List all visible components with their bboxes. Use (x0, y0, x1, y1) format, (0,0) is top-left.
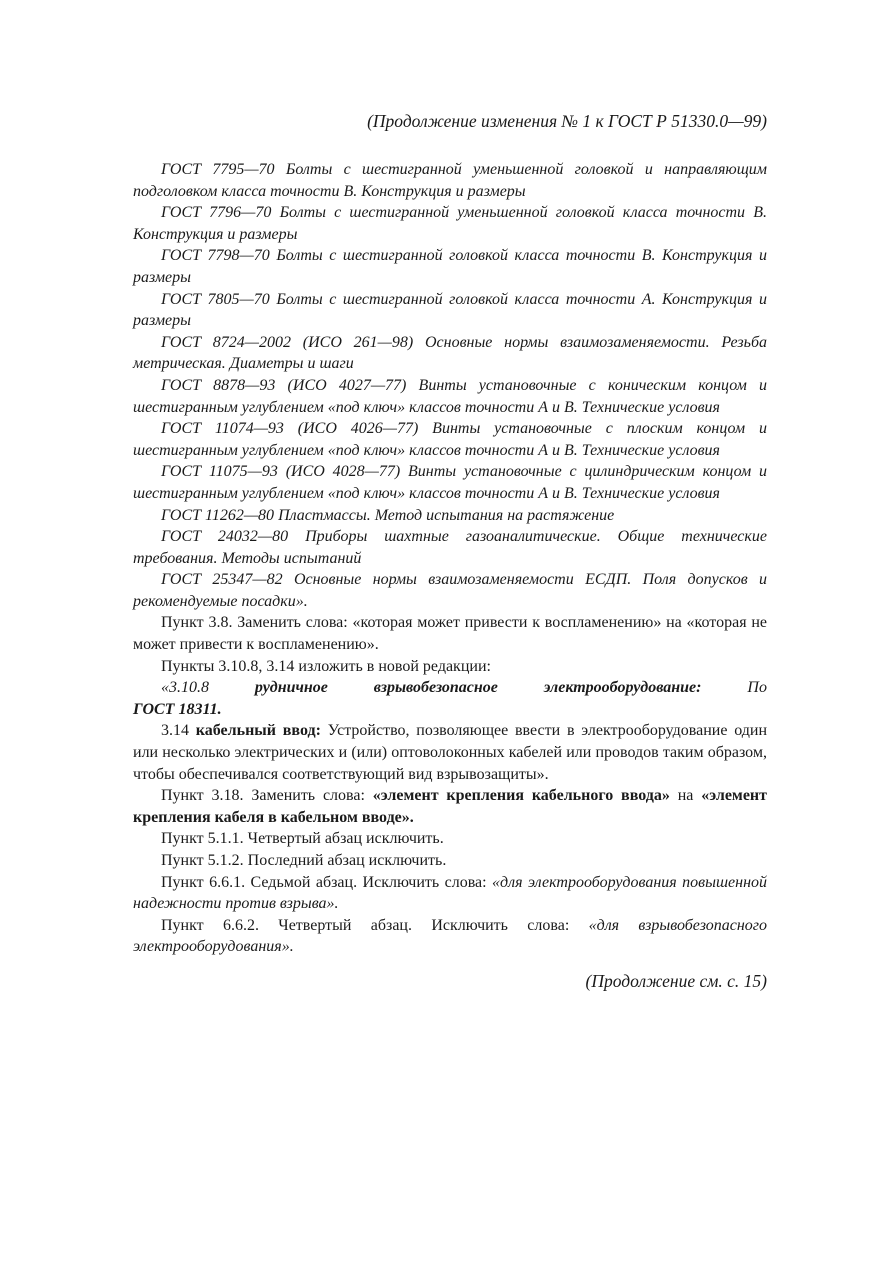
ref-gost-24032 (133, 526, 767, 569)
ref-gost-7805 (133, 289, 767, 332)
clause-5-1-2: Пункт 5.1.2. Последний абзац исключить. (161, 852, 447, 869)
ref-gost-8878 (133, 375, 767, 418)
ref-title: Болты с шестигранной уменьшенной головкой класса точности В. Конструкция и размеры (133, 204, 767, 243)
ref-title: Винты установочные с цилиндрическим концом и шестигранным углублением «под ключ» классов точности А и В. Технические условия (133, 463, 768, 502)
ref-title: Болты с шестигранной головкой класса точности В. Конструкция и размеры (133, 247, 767, 286)
ref-code: ГОСТ 11075—93 (ИСО 4028—77) (161, 463, 401, 481)
term-word-2: взрывобезопасное (373, 679, 498, 697)
clause-3-10-8-intro: Пункты 3.10.8, 3.14 изложить в новой редакции: (161, 657, 491, 675)
clause-3-14 (133, 720, 767, 785)
term-word-3: электрооборудование: (543, 679, 702, 697)
term-name: кабельный ввод: (195, 722, 321, 740)
ref-code: ГОСТ 7805—70 (161, 290, 270, 308)
ref-code: ГОСТ 11262—80 (161, 506, 275, 524)
ref-code: ГОСТ 7796—70 (161, 204, 272, 222)
clause-connector: на (669, 787, 702, 805)
ref-title: Винты установочные с коническим концом и шестигранным углублением «под ключ» классов точности А и В. Технические условия (133, 376, 768, 416)
excluded-words: «для взрывобезопасного электрооборудования». (133, 916, 768, 956)
ref-code: ГОСТ 24032—80 (161, 528, 289, 546)
term-word-1: рудничное (254, 679, 328, 697)
clause-6-6-1 (133, 872, 767, 915)
ref-gost-11074 (133, 418, 767, 461)
clause-number: «3.10.8 (161, 679, 209, 697)
continuation-footer: (Продолжение см. с. 15) (585, 970, 767, 991)
term-definition: Устройство, позволяющее ввести в электрооборудование один или несколько электрических и (или) оптоволоконных кабелей или проводов таким образом, чтобы обеспечивался соответствующий вид взрывозащиты». (133, 722, 768, 783)
clause-3-8: Пункт 3.8. Заменить слова: «которая может привести к воспламенению» на «которая не может привести к воспламенению». (133, 614, 767, 654)
clause-prefix: Пункт 6.6.1. Седьмой абзац. Исключить слова: (161, 873, 493, 891)
clause-6-6-2 (133, 915, 767, 958)
ref-gost-7796 (133, 202, 767, 245)
clause-3-18 (133, 785, 767, 828)
ref-title: Винты установочные с плоским концом и шестигранным углублением «под ключ» классов точности А и В. Технические условия (133, 420, 767, 459)
ref-gost-8724 (133, 332, 767, 375)
continuation-header: (Продолжение изменения № 1 к ГОСТ Р 51330.0—99) (367, 111, 767, 131)
ref-gost-7795 (133, 159, 767, 202)
ref-title: Основные нормы взаимозаменяемости ЕСДП. Поля допусков и рекомендуемые посадки». (133, 571, 767, 610)
ref-gost-7798 (133, 245, 767, 288)
ref-gost-11262 (133, 505, 767, 527)
clause-3-10-8-line (133, 677, 767, 699)
ref-code: ГОСТ 7795—70 (161, 161, 275, 178)
old-phrase: «элемент крепления кабельного ввода» (372, 787, 670, 805)
ref-code: ГОСТ 11074—93 (ИСО 4026—77) (161, 420, 419, 438)
clause-number: 3.14 (161, 722, 196, 740)
ref-gost-25347 (133, 569, 767, 612)
ref-code: ГОСТ 8878—93 (ИСО 4027—77) (161, 376, 407, 394)
ref-title: Болты с шестигранной головкой класса точности А. Конструкция и размеры (133, 290, 767, 330)
ref-code: ГОСТ 8724—2002 (ИСО 261—98) (161, 333, 414, 351)
term-word-4: По (747, 679, 767, 697)
ref-title: Основные нормы взаимозаменяемости. Резьба метрическая. Диаметры и шаги (133, 333, 767, 373)
ref-title: Болты с шестигранной уменьшенной головкой и направляющим подголовком класса точности В. Конструкция и размеры (133, 161, 767, 200)
clause-prefix: Пункт 3.18. Заменить слова: (161, 787, 373, 805)
new-phrase: «элемент крепления кабеля в кабельном вводе». (133, 787, 767, 826)
document-page (133, 108, 767, 994)
ref-gost-11075 (133, 461, 767, 504)
clause-5-1-1: Пункт 5.1.1. Четвертый абзац исключить. (161, 830, 444, 848)
ref-code: ГОСТ 25347—82 (161, 571, 283, 589)
clause-prefix: Пункт 6.6.2. Четвертый абзац. Исключить слова: (161, 916, 589, 934)
excluded-words: «для электрооборудования повышенной надежности против взрыва». (133, 873, 767, 913)
ref-title: Приборы шахтные газоаналитические. Общие технические требования. Методы испытаний (133, 528, 767, 567)
ref-code: ГОСТ 7798—70 (161, 247, 270, 265)
ref-title: Пластмассы. Метод испытания на растяжение (274, 506, 615, 524)
clause-3-10-8-reference: ГОСТ 18311. (133, 700, 222, 718)
